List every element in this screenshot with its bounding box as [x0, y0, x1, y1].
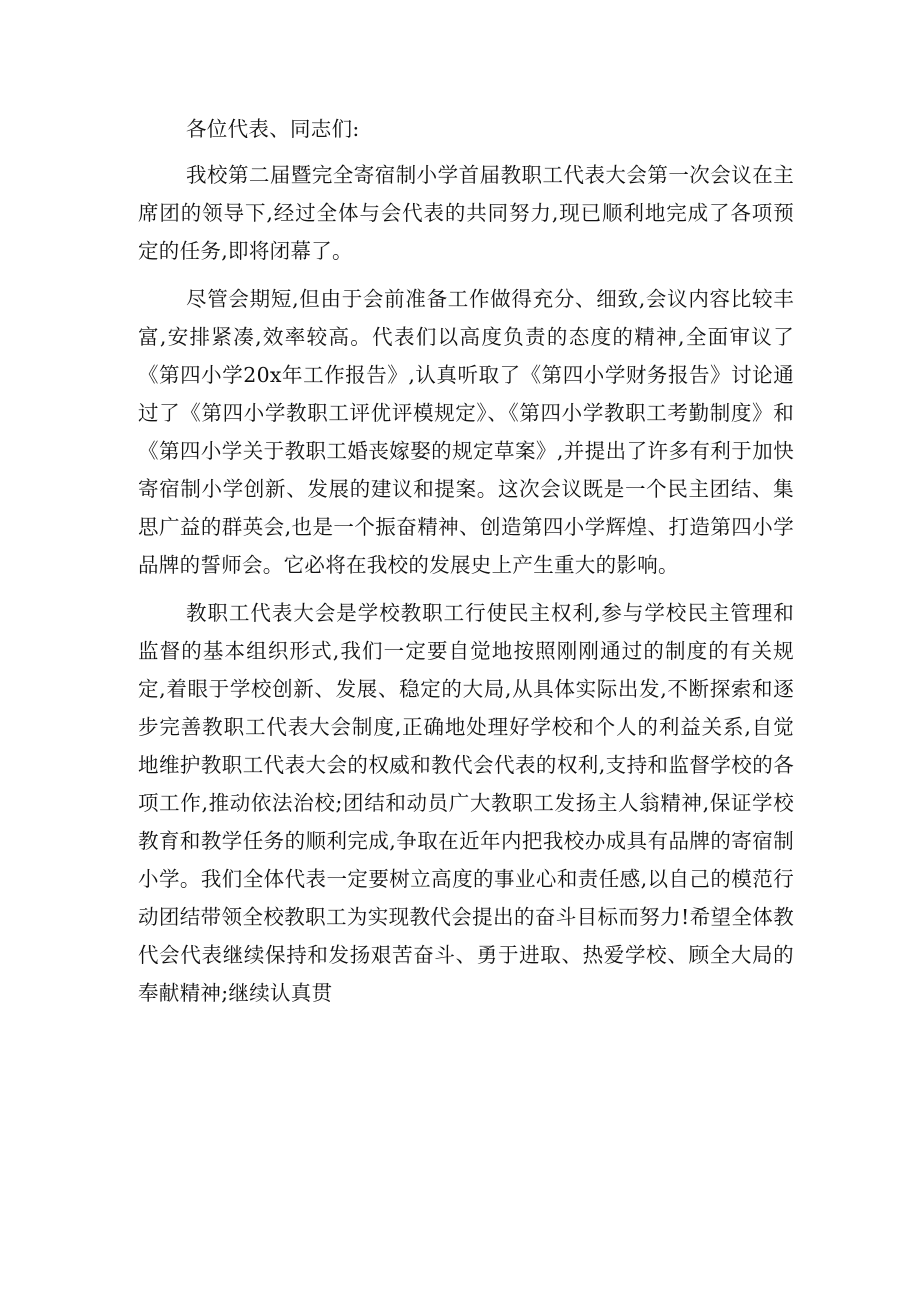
document-body — [138, 110, 794, 1022]
paragraph-1: 我校第二届暨完全寄宿制小学首届教职工代表大会第一次会议在主席团的领导下,经过全体与会代表的共同努力,现已顺利地完成了各项预定的任务,即将闭幕了。 — [138, 163, 794, 263]
paragraph-2: 尽管会期短,但由于会前准备工作做得充分、细致,会议内容比较丰富,安排紧凑,效率较高。代表们以高度负责的态度的精神,全面审议了《第四小学20x年工作报告》,认真听取了《第四小学财务报告》讨论通过了《第四小学教职工评优评模规定》、《第四小学教职工考勤制度》和《第四小学关于教职工婚丧嫁娶的规定草案》,并提出了许多有利于加快寄宿制小学创新、发展的建议和提案。这次会议既是一个民主团结、集思广益的群英会,也是一个振奋精神、创造第四小学辉煌、打造第四小学品牌的誓师会。它必将在我校的发展史上产生重大的影响。 — [138, 287, 794, 577]
greeting-line: 各位代表、同志们: — [186, 117, 360, 141]
paragraph-3: 教职工代表大会是学校教职工行使民主权利,参与学校民主管理和监督的基本组织形式,我们一定要自觉地按照刚刚通过的制度的有关规定,着眼于学校创新、发展、稳定的大局,从具体实际出发,不断探索和逐步完善教职工代表大会制度,正确地处理好学校和个人的利益关系,自觉地维护教职工代表大会的权威和教代会代表的权利,支持和监督学校的各项工作,推动依法治校;团结和动员广大教职工发扬主人翁精神,保证学校教育和教学任务的顺利完成,争取在近年内把我校办成具有品牌的寄宿制小学。我们全体代表一定要树立高度的事业心和责任感,以自己的模范行动团结带领全校教职工为实现教代会提出的奋斗目标而努力!希望全体教代会代表继续保持和发扬艰苦奋斗、勇于进取、热爱学校、顾全大局的奉献精神;继续认真贯 — [138, 601, 794, 1005]
